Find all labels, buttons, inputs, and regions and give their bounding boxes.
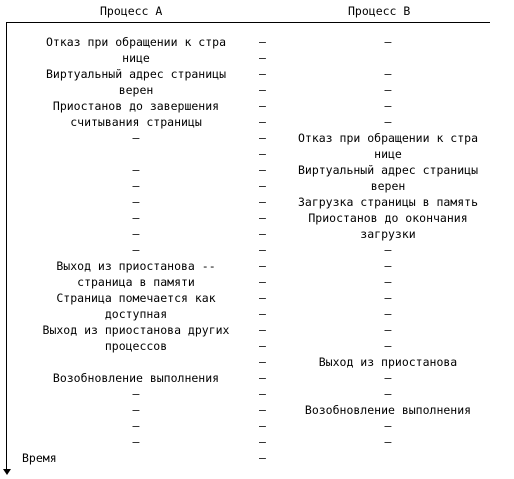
process-b-cell: – [384, 387, 392, 401]
table-row [0, 434, 514, 450]
column-separator: – [259, 115, 266, 129]
process-b-cell: – [384, 115, 392, 129]
time-label: Время [22, 451, 57, 465]
column-separator: – [259, 419, 266, 433]
column-separator: – [259, 371, 266, 385]
process-b-cell: – [384, 99, 392, 113]
header-process-a: Процесс A [100, 4, 163, 18]
table-row [0, 338, 514, 354]
column-separator: – [259, 435, 266, 449]
table-row [0, 178, 514, 194]
process-b-cell: – [384, 435, 392, 449]
table-row [0, 274, 514, 290]
process-a-cell: – [132, 179, 140, 193]
column-separator: – [259, 67, 266, 81]
column-separator: – [259, 243, 266, 257]
time-axis-arrow-icon [3, 469, 11, 475]
header-process-b: Процесс B [348, 4, 411, 18]
process-b-cell: Загрузка страницы в память [297, 195, 478, 209]
table-row [0, 354, 514, 370]
table-row [0, 34, 514, 50]
process-b-cell: Выход из приостанова [318, 355, 458, 369]
process-a-cell: Выход из приостанова -- [56, 259, 216, 273]
process-b-cell: Приостанов до окончания [308, 211, 468, 225]
process-b-cell: – [384, 419, 392, 433]
table-row [0, 210, 514, 226]
table-row [0, 98, 514, 114]
column-separator: – [259, 227, 266, 241]
process-b-cell: – [384, 259, 392, 273]
process-b-cell: верен [370, 179, 406, 193]
process-a-cell: – [132, 227, 140, 241]
process-b-cell: – [384, 67, 392, 81]
table-row [0, 242, 514, 258]
column-separator: – [259, 323, 266, 337]
process-a-cell: – [132, 243, 140, 257]
table-row [0, 114, 514, 130]
process-b-cell: – [384, 323, 392, 337]
process-a-cell: – [132, 195, 140, 209]
process-a-cell: – [132, 403, 140, 417]
process-b-cell: – [384, 243, 392, 257]
table-row [0, 418, 514, 434]
column-separator: – [259, 131, 266, 145]
process-a-cell: верен [118, 83, 154, 97]
process-a-cell: – [132, 387, 140, 401]
column-separator: – [259, 275, 266, 289]
table-row [0, 82, 514, 98]
column-separator: – [259, 163, 266, 177]
process-a-cell: – [132, 131, 140, 145]
process-b-cell: Возобновление выполнения [304, 403, 472, 417]
process-a-cell: Страница помечается как [56, 291, 216, 305]
process-a-cell: считывания страницы [70, 115, 202, 129]
column-separator: – [259, 291, 266, 305]
table-row [0, 258, 514, 274]
column-separator: – [259, 211, 266, 225]
process-a-cell: – [132, 163, 140, 177]
process-b-cell: – [384, 307, 392, 321]
column-separator: – [259, 339, 266, 353]
process-a-cell: – [132, 435, 140, 449]
process-b-cell: – [384, 371, 392, 385]
process-b-cell: – [384, 291, 392, 305]
table-row [0, 50, 514, 66]
table-row [0, 370, 514, 386]
table-row [0, 386, 514, 402]
process-b-cell: нице [374, 147, 402, 161]
process-a-cell: страница в памяти [77, 275, 195, 289]
column-separator: – [259, 51, 266, 65]
table-row [0, 146, 514, 162]
column-separator: – [259, 387, 266, 401]
time-separator: – [259, 451, 266, 465]
column-separator: – [259, 99, 266, 113]
table-row [0, 290, 514, 306]
column-separator: – [259, 147, 266, 161]
process-b-cell: – [384, 35, 392, 49]
process-b-cell: – [384, 339, 392, 353]
table-row [0, 322, 514, 338]
column-separator: – [259, 179, 266, 193]
table-row [0, 194, 514, 210]
process-b-cell: Виртуальный адрес страницы [297, 163, 478, 177]
table-row [0, 66, 514, 82]
column-separator: – [259, 35, 266, 49]
table-row [0, 306, 514, 322]
table-row [0, 162, 514, 178]
process-a-cell: – [132, 211, 140, 225]
column-separator: – [259, 195, 266, 209]
process-b-cell: – [384, 275, 392, 289]
table-row [0, 226, 514, 242]
header-rule [6, 22, 490, 23]
process-a-cell: Отказ при обращении к стра [45, 35, 226, 49]
process-a-cell: Возобновление выполнения [52, 371, 220, 385]
process-b-cell: Отказ при обращении к стра [297, 131, 478, 145]
process-b-cell: – [384, 83, 392, 97]
process-b-cell: загрузки [360, 227, 416, 241]
column-separator: – [259, 259, 266, 273]
column-separator: – [259, 83, 266, 97]
process-a-cell: нице [122, 51, 150, 65]
column-separator: – [259, 355, 266, 369]
process-a-cell: Выход из приостанова других [42, 323, 230, 337]
process-a-cell: – [132, 419, 140, 433]
column-separator: – [259, 307, 266, 321]
process-a-cell: процессов [104, 339, 168, 353]
process-a-cell: доступная [104, 307, 168, 321]
table-row [0, 130, 514, 146]
process-a-cell: Виртуальный адрес страницы [45, 67, 226, 81]
table-row [0, 402, 514, 418]
column-separator: – [259, 403, 266, 417]
process-a-cell: Приостанов до завершения [52, 99, 220, 113]
